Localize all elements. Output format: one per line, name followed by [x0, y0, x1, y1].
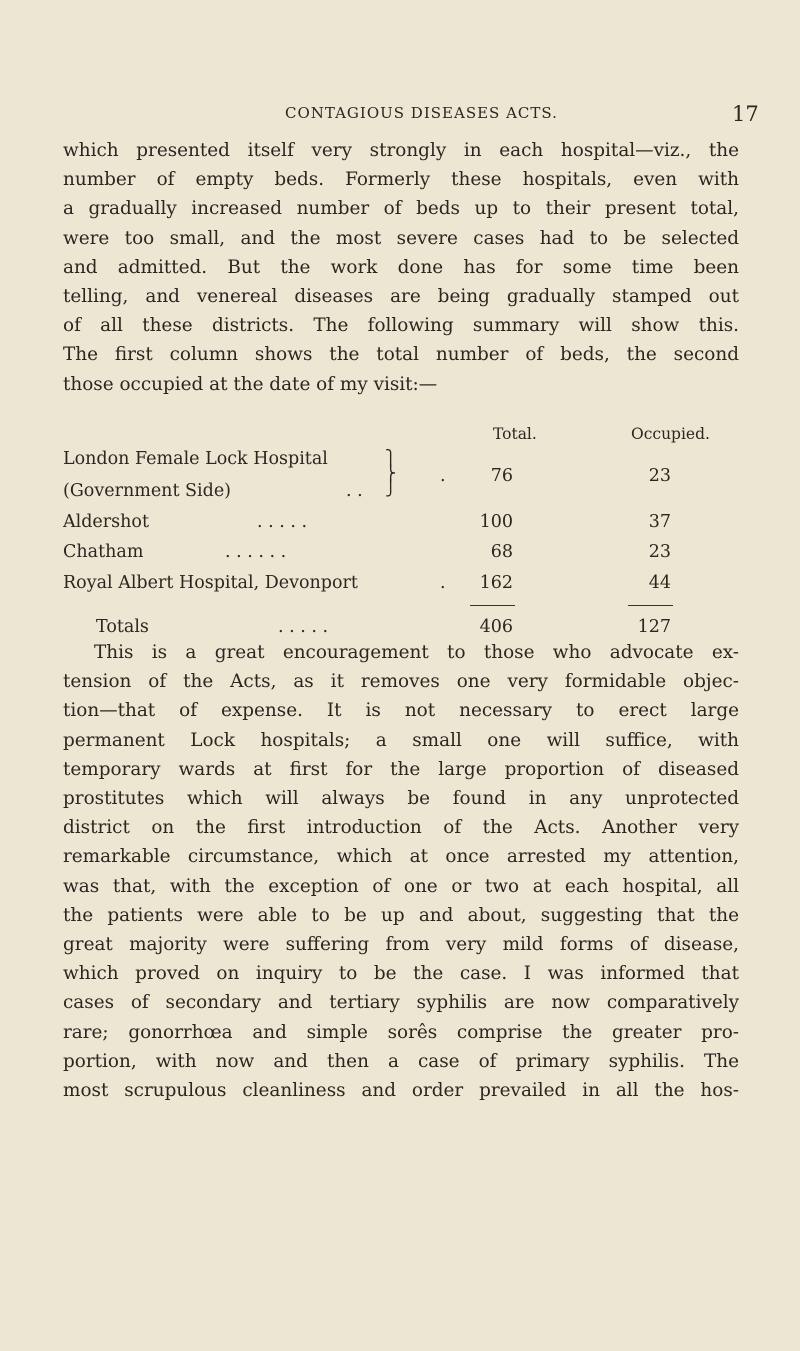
- text-line: tension of the Acts, as it removes one very formidable objec-: [63, 671, 739, 693]
- totals-occupied: 127: [637, 617, 671, 637]
- brace-bottom: ⎭: [385, 479, 397, 497]
- text-line: most scrupulous cleanliness and order prevailed in all the hos-: [63, 1080, 739, 1102]
- text-line: a gradually increased number of beds up to their present total,: [63, 198, 739, 220]
- text-line: telling, and venereal diseases are being gradually stamped out: [63, 286, 739, 308]
- page-number: 17: [732, 102, 759, 126]
- occupied-value: 23: [648, 542, 671, 562]
- text-line: prostitutes which will always be found in any unprotected: [63, 788, 739, 810]
- text-line: of all these districts. The following summary will show this.: [63, 315, 739, 337]
- hospital-name: Chatham: [63, 542, 144, 562]
- text-line: which presented itself very strongly in each hospital—viz., the: [63, 140, 739, 161]
- leader-dots: . . . . . .: [225, 542, 287, 562]
- text-line: remarkable circumstance, which at once arrested my attention,: [63, 846, 739, 868]
- column-header-occupied: Occupied.: [631, 425, 710, 443]
- hospital-name: London Female Lock Hospital: [63, 449, 328, 469]
- text-line: temporary wards at first for the large proportion of diseased: [63, 758, 739, 780]
- text-line: The first column shows the total number of beds, the second: [63, 344, 739, 366]
- brace-middle: ⎬: [385, 464, 397, 482]
- total-value: 68: [490, 542, 513, 562]
- running-head: CONTAGIOUS DISEASES ACTS.: [285, 104, 558, 122]
- column-header-total: Total.: [493, 425, 537, 443]
- totals-total: 406: [479, 617, 513, 637]
- text-line: permanent Lock hospitals; a small one will suffice, with: [63, 729, 739, 751]
- hospital-name: Aldershot: [63, 512, 149, 532]
- text-line: was that, with the exception of one or two at each hospital, all: [63, 875, 739, 897]
- text-line: those occupied at the date of my visit:—: [63, 373, 438, 395]
- text-line: great majority were suffering from very mild forms of disease,: [63, 934, 739, 956]
- paragraph-1: [63, 136, 739, 399]
- total-value: 76: [490, 466, 513, 486]
- totals-label: Totals: [96, 617, 149, 637]
- hospital-name-sub: (Government Side): [63, 481, 232, 501]
- text-line: number of empty beds. Formerly these hospitals, even with: [63, 169, 739, 191]
- text-line: district on the first introduction of the Acts. Another very: [63, 817, 739, 839]
- brace-top: ⎫: [385, 449, 397, 467]
- text-line: This is a great encouragement to those who advocate ex-: [94, 642, 739, 663]
- text-line: which proved on inquiry to be the case. I was informed that: [63, 963, 739, 985]
- total-value: 100: [479, 512, 513, 532]
- text-line: cases of secondary and tertiary syphilis are now comparatively: [63, 992, 739, 1014]
- leader-dots: . . . . .: [257, 512, 308, 532]
- occupied-value: 23: [648, 466, 671, 486]
- text-line: were too small, and the most severe cases had to be selected: [63, 227, 739, 249]
- text-line: rare; gonorrhœa and simple sorês comprise the greater pro-: [63, 1021, 739, 1043]
- text-line: portion, with now and then a case of primary syphilis. The: [63, 1050, 739, 1072]
- page-header: [0, 104, 800, 134]
- sum-rule-occupied: [628, 605, 673, 606]
- leader-dots: . . . . .: [278, 617, 329, 637]
- leader-dot: .: [440, 573, 446, 593]
- leader-dots: . .: [346, 481, 363, 501]
- sum-rule-total: [470, 605, 515, 606]
- paragraph-2: [63, 638, 739, 1105]
- text-line: the patients were able to be up and about, suggesting that the: [63, 904, 739, 926]
- text-line: tion—that of expense. It is not necessary to erect large: [63, 700, 739, 722]
- occupied-value: 37: [648, 512, 671, 532]
- total-value: 162: [479, 573, 513, 593]
- leader-dot: .: [440, 466, 446, 486]
- hospital-name: Royal Albert Hospital, Devonport: [63, 573, 358, 593]
- occupied-value: 44: [648, 573, 671, 593]
- text-line: and admitted. But the work done has for some time been: [63, 256, 739, 278]
